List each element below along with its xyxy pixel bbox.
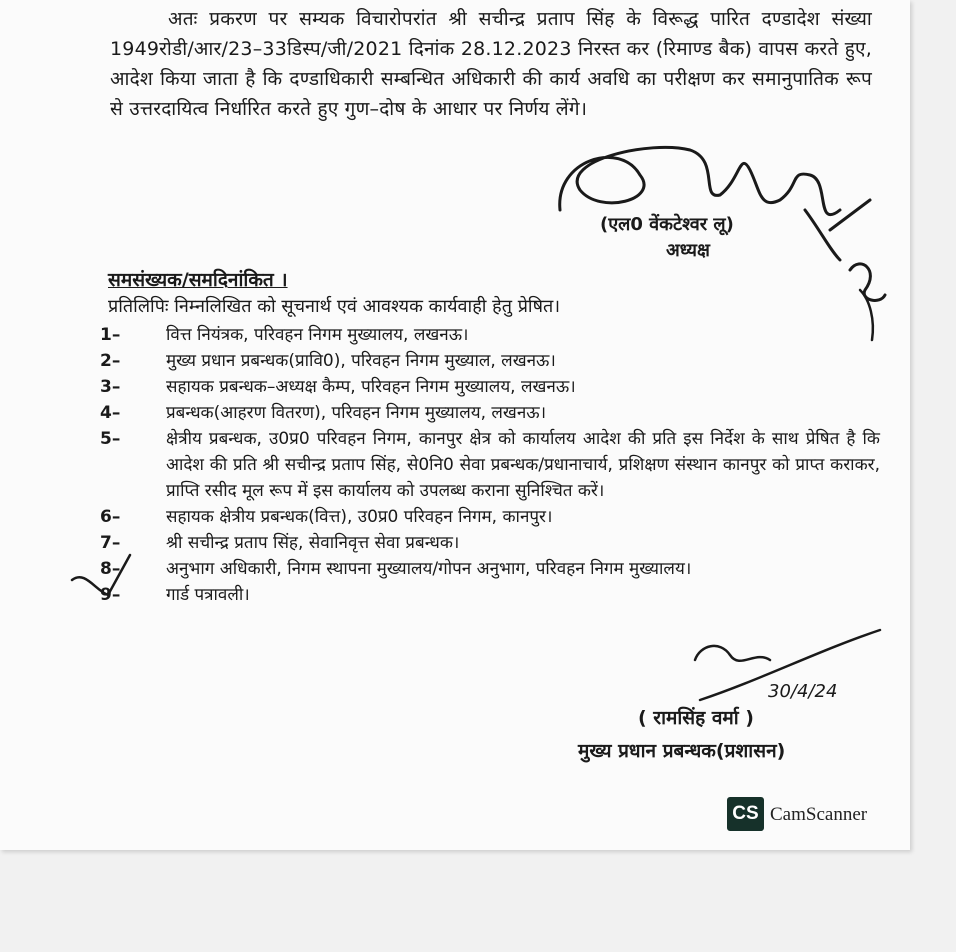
item-text: प्रबन्धक(आहरण वितरण), परिवहन निगम मुख्यालय, लखनऊ। [166,403,547,423]
signatory-2-name: ( रामसिंह वर्मा ) [638,707,754,729]
reference-line: समसंख्यक/समदिनांकित । [108,269,288,291]
list-item [100,530,880,556]
item-number: 2– [100,351,121,371]
item-text: वित्त नियंत्रक, परिवहन निगम मुख्यालय, लखनऊ। [166,325,469,345]
signatory-1-title: अध्यक्ष [666,240,710,261]
item-number: 1– [100,325,121,345]
handwritten-date: 30/4/24 [768,681,838,702]
distribution-list [100,322,880,608]
list-item [100,504,880,530]
item-text: अनुभाग अधिकारी, निगम स्थापना मुख्यालय/गोपन अनुभाग, परिवहन निगम मुख्यालय। [166,559,692,579]
list-item [100,400,880,426]
item-text: सहायक प्रबन्धक–अध्यक्ष कैम्प, परिवहन निगम मुख्यालय, लखनऊ। [166,377,576,397]
camscanner-logo-icon: CS [727,797,764,831]
item-number: 5– [100,429,121,449]
list-item [100,322,880,348]
signatory-1-name: (एल0 वेंकटेश्वर लू) [600,214,734,235]
list-item [100,348,880,374]
list-item [100,556,880,582]
item-text: क्षेत्रीय प्रबन्धक, उ0प्र0 परिवहन निगम, कानपुर क्षेत्र को कार्यालय आदेश की प्रति इस निर्देश के साथ प्रेषित है कि आदेश की प्रति श्री सचीन्द्र प्रताप सिंह, से0नि0 सेवा प्रबन्धक/प्रधानाचार्य, प्रशिक्षण संस्थान कानपुर को प्राप्त कराकर, प्राप्ति रसीद मूल रूप में इस कार्यालय को उपलब्ध कराना सुनिश्चित करें। [166,429,880,501]
copy-heading: प्रतिलिपिः निम्नलिखित को सूचनार्थ एवं आवश्यक कार्यवाही हेतु प्रेषित। [108,296,561,317]
item-text: गार्ड पत्रावली। [166,585,250,605]
item-number: 4– [100,403,121,423]
item-text: मुख्य प्रधान प्रबन्धक(प्रावि0), परिवहन निगम मुख्याल, लखनऊ। [166,351,556,371]
list-item [100,582,880,608]
list-item [100,374,880,400]
item-number: 7– [100,533,121,553]
camscanner-watermark: CamScanner [770,804,868,825]
item-number: 3– [100,377,121,397]
item-number: 8– [100,559,121,579]
list-item [100,426,880,504]
order-paragraph: अतः प्रकरण पर सम्यक विचारोपरांत श्री सचीन्द्र प्रताप सिंह के विरूद्ध पारित दण्डादेश संख्या 1949रोडी/आर/23–33डिस्प/जी/2021 दिनांक 28.12.2023 निरस्त कर (रिमाण्ड बैक) वापस करते हुए, आदेश किया जाता है कि दण्डाधिकारी सम्बन्धित अधिकारी की कार्य अवधि का परीक्षण कर समानुपातिक रूप से उत्तरदायित्व निर्धारित करते हुए गुण–दोष के आधार पर निर्णय लेंगे। [110,8,872,120]
signatory-2-title: मुख्य प्रधान प्रबन्धक(प्रशासन) [578,740,786,762]
item-number: 9– [100,585,121,605]
item-number: 6– [100,507,121,527]
item-text: सहायक क्षेत्रीय प्रबन्धक(वित्त), उ0प्र0 परिवहन निगम, कानपुर। [166,507,553,527]
item-text: श्री सचीन्द्र प्रताप सिंह, सेवानिवृत्त सेवा प्रबन्धक। [166,533,460,553]
